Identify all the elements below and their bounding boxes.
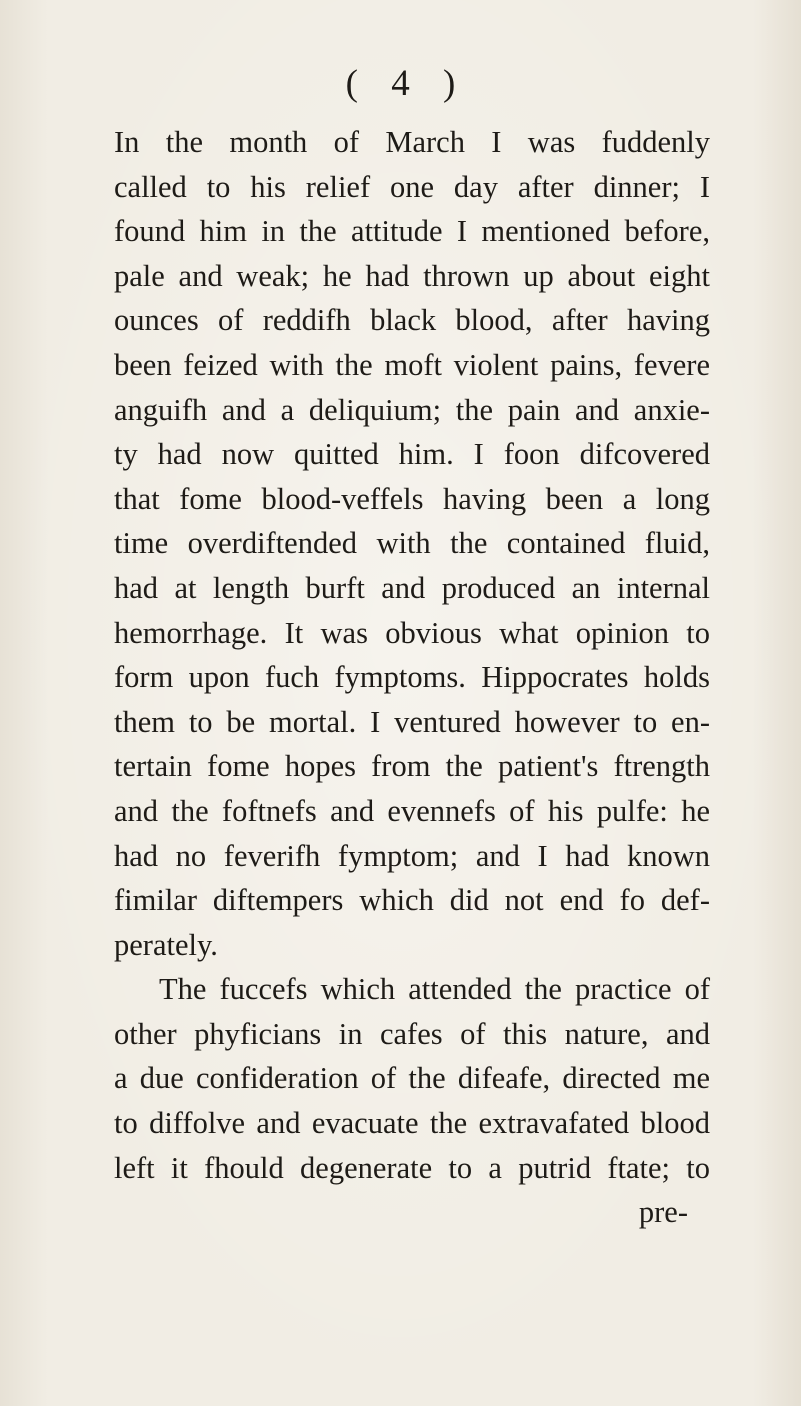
paragraph-start-line: The fuccefs which attended the practice of [159,972,710,1007]
text-line: found him in the attitude I mentioned before, [114,214,710,249]
text-line: to diffolve and evacuate the extravafated blood [114,1106,710,1141]
text-line: tertain fome hopes from the patient's ftrength [114,749,710,784]
catchword: pre- [638,1195,688,1230]
text-line: had at length burft and produced an internal [114,570,710,605]
text-line: other phyficians in cafes of this nature, and [114,1016,710,1051]
text-line: hemorrhage. It was obvious what opinion to [114,615,710,650]
text-line: In the month of March I was fuddenly [114,125,710,159]
text-line: had no feverifh fymptom; and I had known [114,838,710,873]
page-number: ( 4 ) [345,63,468,104]
text-line: and the foftnefs and evennefs of his pulfe: he [114,793,710,828]
text-line: perately. [114,927,218,962]
text-line: ounces of reddifh black blood, after having [114,303,710,338]
text-line: a due confideration of the difeafe, directed me [114,1061,710,1096]
text-line: fimilar diftempers which did not end fo def- [114,883,710,918]
text-line: anguifh and a deliquium; the pain and anxie- [114,392,710,427]
text-line: called to his relief one day after dinner; I [114,169,710,204]
text-line: been feized with the moft violent pains, fevere [114,347,710,382]
text-line: that fome blood-veffels having been a long [114,481,710,516]
text-line: pale and weak; he had thrown up about eight [114,258,710,293]
text-line: left it fhould degenerate to a putrid ftate; to [114,1150,710,1185]
body-text [114,120,710,1235]
text-line: form upon fuch fymptoms. Hippocrates holds [114,660,710,695]
text-line: ty had now quitted him. I foon difcovered [114,437,710,472]
text-line: them to be mortal. I ventured however to en- [114,704,710,739]
text-line: time overdiftended with the contained fluid, [114,526,710,561]
